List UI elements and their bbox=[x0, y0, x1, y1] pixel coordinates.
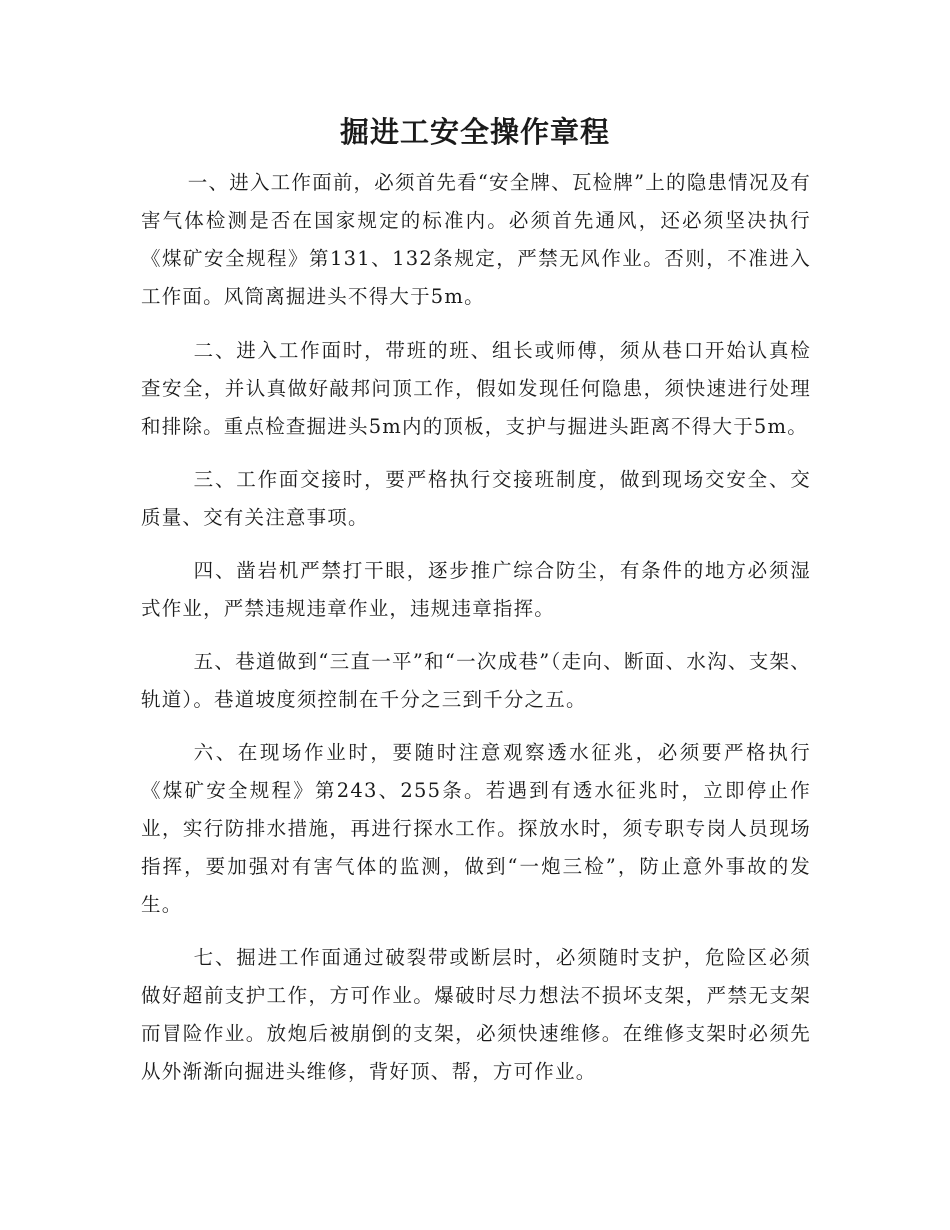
paragraph-3: 三、工作面交接时，要严格执行交接班制度，做到现场交安全、交质量、交有关注意事项。 bbox=[141, 468, 811, 529]
paragraph-2: 二、进入工作面时，带班的班、组长或师傅，须从巷口开始认真检查安全，并认真做好敲邦问顶工作，假如发现任何隐患，须快速进行处理和排除。重点检查掘进头5m内的顶板，支护与掘进头距离不得大于5m。 bbox=[141, 339, 811, 438]
paragraph-7: 七、掘进工作面通过破裂带或断层时，必须随时支护，危险区必须做好超前支护工作，方可作业。爆破时尽力想法不损坏支架，严禁无支架而冒险作业。放炮后被崩倒的支架，必须快速维修。在维修支架时必须先从外渐渐向掘进头维修，背好顶、帮，方可作业。 bbox=[141, 946, 811, 1083]
document-title: 掘进工安全操作章程 bbox=[339, 115, 610, 149]
paragraph-6: 六、在现场作业时，要随时注意观察透水征兆，必须要严格执行《煤矿安全规程》第243、255条。若遇到有透水征兆时，立即停止作业，实行防排水措施，再进行探水工作。探放水时，须专职专岗人员现场指挥，要加强对有害气体的监测，做到“一炮三检”，防止意外事故的发生。 bbox=[141, 741, 811, 916]
paragraph-4: 四、凿岩机严禁打干眼，逐步推广综合防尘，有条件的地方必须湿式作业，严禁违规违章作业，违规违章指挥。 bbox=[141, 559, 811, 620]
paragraph-5: 五、巷道做到“三直一平”和“一次成巷”（走向、断面、水沟、支架、轨道）。巷道坡度须控制在千分之三到千分之五。 bbox=[141, 650, 811, 711]
document-body bbox=[141, 164, 811, 1106]
paragraph-1: 一、进入工作面前，必须首先看“安全牌、瓦检牌”上的隐患情况及有害气体检测是否在国家规定的标准内。必须首先通风，还必须坚决执行《煤矿安全规程》第131、132条规定，严禁无风作业。否则，不准进入工作面。风筒离掘进头不得大于5m。 bbox=[141, 171, 811, 308]
